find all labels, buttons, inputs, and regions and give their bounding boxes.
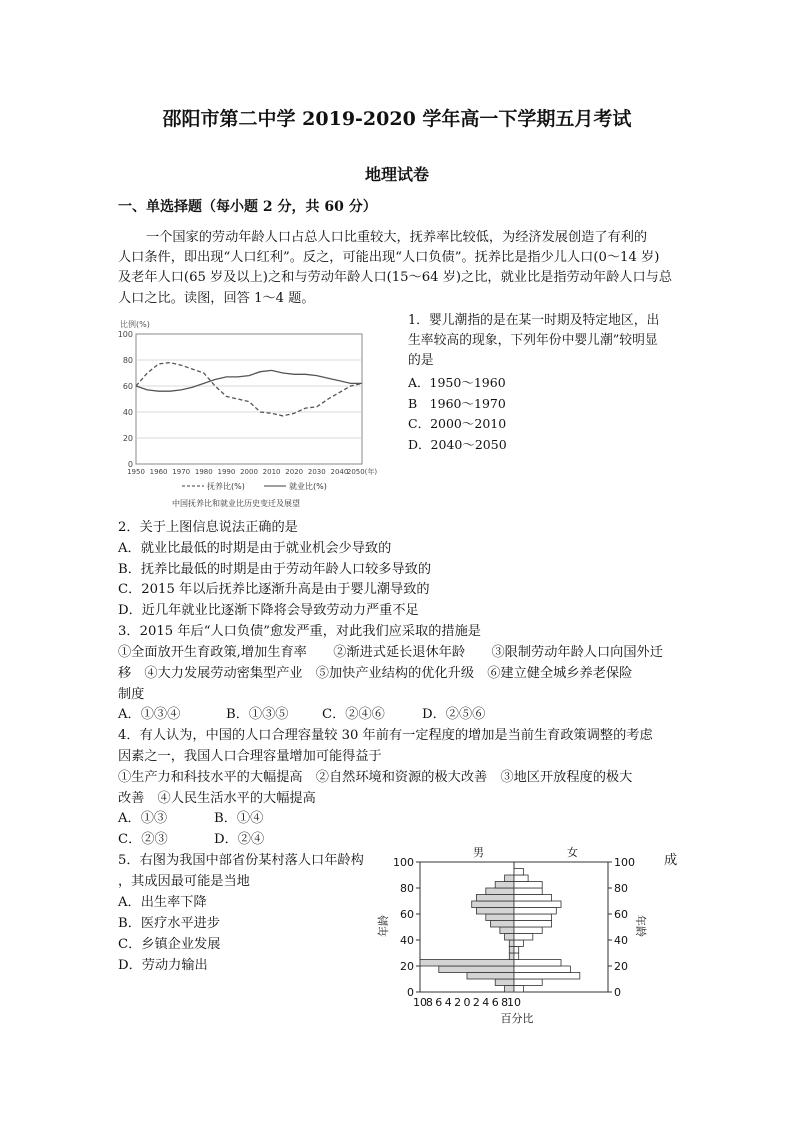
chart1-lines bbox=[136, 363, 362, 416]
pyramid-bar-female bbox=[514, 953, 519, 960]
pyramid-female-label: 女 bbox=[567, 846, 578, 859]
pyramid-bar-male bbox=[439, 966, 514, 973]
pyramid-bar-male bbox=[476, 908, 514, 915]
chart1-xtick-label: 1950 bbox=[127, 468, 145, 476]
pyramid-xtick-label: 8 bbox=[425, 996, 433, 1009]
q5-option-c: C．乡镇企业发展 bbox=[118, 937, 221, 952]
pyramid-bar-female bbox=[514, 875, 528, 882]
pyramid-ytick-label: 80 bbox=[400, 882, 414, 895]
q2-option-a: A．就业比最低的时期是由于就业机会少导致的 bbox=[118, 541, 392, 556]
q4-stem: 改善 ④人民生活水平的大幅提高 bbox=[118, 791, 316, 806]
pyramid-bar-male bbox=[495, 979, 514, 986]
pyramid-bar-male bbox=[509, 940, 514, 947]
q3-stem: 3．2015 年后“人口负债”愈发严重，对此我们应采取的措施是 bbox=[118, 624, 481, 639]
q5-stem: 5．右图为我国中部省份某村落人口年龄构 bbox=[118, 853, 364, 868]
ratio-line-chart bbox=[112, 314, 402, 514]
pyramid-ytick-label: 40 bbox=[614, 934, 628, 947]
pyramid-bar-female bbox=[514, 947, 519, 954]
pyramid-bar-female bbox=[514, 973, 580, 980]
pyramid-bar-male bbox=[505, 934, 514, 941]
chart1-axes bbox=[118, 330, 378, 476]
pyramid-bar-male bbox=[505, 986, 514, 993]
chart1-xtick-label: 1970 bbox=[172, 468, 191, 476]
pyramid-ytick-label: 40 bbox=[400, 934, 414, 947]
chart1-legend bbox=[182, 481, 327, 491]
pyramid-bar-female bbox=[514, 914, 552, 921]
intro-line: 及老年人口(65 岁及以上)之和与劳动年龄人口(15～64 岁)之比，就业比是指劳动年龄人口与总 bbox=[118, 270, 673, 285]
pyramid-ytick-label: 80 bbox=[614, 882, 628, 895]
chart1-ytick-label: 20 bbox=[122, 434, 133, 443]
pyramid-bar-male bbox=[467, 973, 514, 980]
q3-option-a: A．①③④ bbox=[118, 707, 181, 722]
q3-option-c: C．②④⑥ bbox=[322, 707, 385, 722]
q2-option-c: C．2015 年以后抚养比逐渐升高是由于婴儿潮导致的 bbox=[118, 582, 430, 597]
q4-option-d: D．②④ bbox=[214, 832, 265, 847]
pyramid-bar-male bbox=[505, 875, 514, 882]
pyramid-ytick-label: 0 bbox=[614, 986, 621, 999]
q3-stem: ①全面放开生育政策,增加生育率 ②渐进式延长退休年龄 ③限制劳动年龄人口向国外迁 bbox=[118, 645, 663, 660]
chart1-xtick-label: 2040 bbox=[330, 468, 349, 476]
pyramid-xlabel: 百分比 bbox=[500, 1012, 534, 1025]
pyramid-bar-male bbox=[495, 882, 514, 889]
page-title: 邵阳市第二中学 2019-2020 学年高一下学期五月考试 bbox=[162, 108, 632, 130]
pyramid-bar-male bbox=[420, 960, 514, 967]
chart1-xtick-label: 2020 bbox=[285, 468, 304, 476]
pyramid-xtick-label: 4 bbox=[482, 996, 490, 1009]
pyramid-xtick-label: 8 bbox=[501, 996, 509, 1009]
pyramid-ytick-label: 60 bbox=[400, 908, 414, 921]
employment-ratio-line bbox=[136, 370, 362, 391]
q3-option-d: D．②⑤⑥ bbox=[422, 707, 486, 722]
chart1-ytick-label: 60 bbox=[122, 382, 133, 391]
q1-stem: 生率较高的现象，下列年份中婴儿潮”较明显 bbox=[408, 333, 658, 348]
q3-stem: 制度 bbox=[118, 687, 145, 702]
pyramid-xtick-label: 4 bbox=[444, 996, 452, 1009]
q5-option-a: A．出生率下降 bbox=[118, 895, 207, 910]
pyramid-bar-female bbox=[514, 888, 542, 895]
q5-stem: ，其成因最可能是当地 bbox=[118, 874, 250, 889]
q1-option-b: B 1960～1970 bbox=[408, 396, 506, 411]
q2-option-b: B．抚养比最低的时期是由于劳动年龄人口较多导致的 bbox=[118, 562, 432, 577]
dependency-ratio-line bbox=[136, 363, 362, 416]
intro-line: 人口之比。读图，回答 1～4 题。 bbox=[118, 291, 315, 306]
q5-stem-tail: 成 bbox=[664, 853, 678, 868]
chart1-xtick-label: 2050(年) bbox=[346, 468, 378, 476]
chart1-xtick-label: 1960 bbox=[149, 468, 168, 476]
q2-stem: 2．关于上图信息说法正确的是 bbox=[118, 520, 298, 535]
chart1-ytick-label: 0 bbox=[127, 460, 133, 469]
q3-option-b: B．①③⑤ bbox=[226, 707, 289, 722]
q2-option-d: D．近几年就业比逐渐下降将会导致劳动力严重不足 bbox=[118, 603, 419, 618]
chart1-xtick-label: 1980 bbox=[194, 468, 213, 476]
q1-option-d: D．2040～2050 bbox=[408, 437, 507, 452]
intro-line: 人口条件，即出现“人口红利”。反之，可能出现“人口负债”。抚养比是指少儿人口(0～14 岁) bbox=[118, 250, 660, 265]
q4-option-c: C．②③ bbox=[118, 832, 168, 847]
pyramid-bar-female bbox=[514, 960, 561, 967]
pyramid-ytick-label: 60 bbox=[614, 908, 628, 921]
population-pyramid-chart bbox=[377, 842, 650, 1026]
chart1-title: 中国抚养比和就业比历史变迁及展望 bbox=[172, 499, 300, 508]
chart1-xtick-label: 2030 bbox=[307, 468, 326, 476]
q1-option-a: A．1950～1960 bbox=[408, 375, 506, 390]
legend-item-dependency: 抚养比(%) bbox=[207, 482, 245, 491]
pyramid-bars bbox=[420, 869, 580, 993]
pyramid-xtick-label: 10 bbox=[413, 996, 427, 1009]
pyramid-bar-female bbox=[514, 986, 523, 993]
chart1-ylabel: 比例(%) bbox=[120, 320, 150, 329]
pyramid-xtick-label: 6 bbox=[435, 996, 443, 1009]
pyramid-bar-female bbox=[514, 901, 561, 908]
pyramid-bar-male bbox=[486, 914, 514, 921]
pyramid-bar-female bbox=[514, 895, 552, 902]
q1-option-c: C．2000～2010 bbox=[408, 416, 507, 431]
q5-option-d: D．劳动力输出 bbox=[118, 958, 208, 973]
pyramid-ylabel-right: 年龄 bbox=[634, 915, 647, 937]
pyramid-bar-female bbox=[514, 934, 533, 941]
pyramid-bar-female bbox=[514, 869, 523, 876]
pyramid-bar-male bbox=[509, 953, 514, 960]
pyramid-bar-female bbox=[514, 908, 556, 915]
pyramid-ytick-label: 20 bbox=[614, 960, 628, 973]
pyramid-bar-female bbox=[514, 921, 552, 928]
pyramid-xtick-label: 10 bbox=[507, 996, 521, 1009]
q3-stem: 移 ④大力发展劳动密集型产业 ⑤加快产业结构的优化升级 ⑥建立健全城乡养老保险 bbox=[118, 666, 633, 681]
pyramid-xtick-label: 2 bbox=[454, 996, 462, 1009]
pyramid-bar-male bbox=[509, 947, 514, 954]
pyramid-male-label: 男 bbox=[473, 846, 484, 859]
intro-line: 一个国家的劳动年龄人口占总人口比重较大，抚养率比较低，为经济发展创造了有利的 bbox=[146, 230, 648, 245]
pyramid-xtick-label: 6 bbox=[491, 996, 499, 1009]
chart1-xtick-label: 2000 bbox=[240, 468, 258, 476]
pyramid-ytick-label: 100 bbox=[614, 856, 635, 869]
q5-option-b: B．医疗水平进步 bbox=[118, 916, 221, 931]
pyramid-bar-male bbox=[486, 888, 514, 895]
q4-stem: 因素之一，我国人口合理容量增加可能得益于 bbox=[118, 749, 382, 764]
pyramid-xtick-label: 2 bbox=[472, 996, 480, 1009]
q1-stem: 1．婴儿潮指的是在某一时期及特定地区，出 bbox=[408, 313, 660, 328]
page-subtitle: 地理试卷 bbox=[364, 165, 429, 184]
q4-stem: 4．有人认为，中国的人口合理容量较 30 年前有一定程度的增加是当前生育政策调整的考虑 bbox=[118, 728, 653, 743]
pyramid-bar-male bbox=[472, 901, 514, 908]
q4-stem: ①生产力和科技水平的大幅提高 ②自然环境和资源的极大改善 ③地区开放程度的极大 bbox=[118, 770, 633, 785]
pyramid-xtick-label: 0 bbox=[463, 996, 471, 1009]
pyramid-bar-female bbox=[514, 966, 570, 973]
pyramid-bar-male bbox=[491, 921, 515, 928]
q1-stem: 的是 bbox=[408, 353, 434, 368]
q4-option-a: A．①③ bbox=[118, 811, 168, 826]
pyramid-bar-male bbox=[476, 895, 514, 902]
pyramid-ytick-label: 20 bbox=[400, 960, 414, 973]
chart1-ytick-label: 40 bbox=[122, 408, 133, 417]
chart1-xtick-label: 2010 bbox=[262, 468, 281, 476]
chart1-xtick-label: 1990 bbox=[217, 468, 236, 476]
chart1-ytick-label: 100 bbox=[117, 330, 133, 339]
pyramid-bar-female bbox=[514, 927, 542, 934]
pyramid-bar-male bbox=[500, 927, 514, 934]
pyramid-ytick-label: 0 bbox=[407, 986, 414, 999]
pyramid-ylabel-left: 年龄 bbox=[377, 915, 390, 937]
pyramid-bar-female bbox=[514, 979, 542, 986]
legend-item-employment: 就业比(%) bbox=[289, 482, 327, 491]
pyramid-bar-female bbox=[514, 882, 542, 889]
section-heading: 一、单选择题（每小题 2 分，共 60 分） bbox=[118, 199, 377, 215]
pyramid-bar-female bbox=[514, 940, 523, 947]
chart1-ytick-label: 80 bbox=[122, 356, 133, 365]
pyramid-ytick-label: 100 bbox=[393, 856, 414, 869]
q4-option-b: B．①④ bbox=[214, 811, 264, 826]
